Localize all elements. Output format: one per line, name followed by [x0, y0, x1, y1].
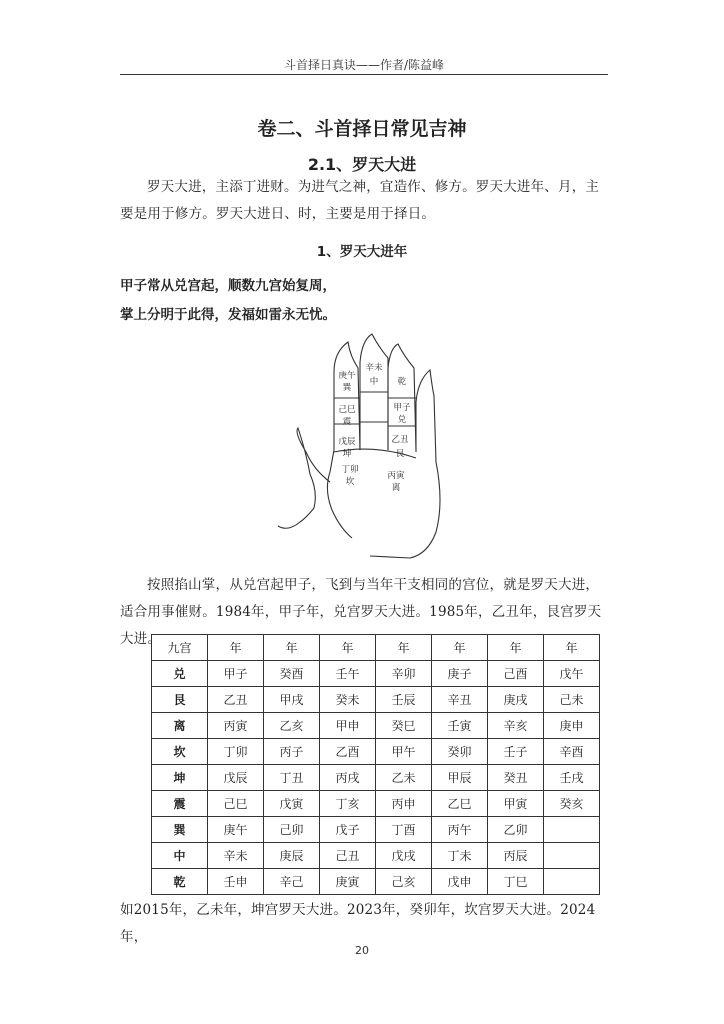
- dui-palace: 兑: [397, 415, 407, 425]
- table-header-cell: 九宫: [152, 635, 208, 661]
- year-cell: 壬申: [208, 869, 264, 895]
- table-row: [152, 739, 600, 765]
- year-cell: 癸丑: [488, 765, 544, 791]
- header-rule: [120, 74, 608, 75]
- palace-cell: 坎: [152, 739, 208, 765]
- subsection-title: 1、罗天大进年: [316, 244, 408, 260]
- year-cell: 癸未: [320, 687, 376, 713]
- year-cell: 戊子: [320, 817, 376, 843]
- year-cell: 辛卯: [376, 661, 432, 687]
- year-cell: 丁卯: [208, 739, 264, 765]
- verse-line-2: 掌上分明于此得，发福如雷永无忧。: [120, 307, 336, 323]
- year-cell: 甲辰: [432, 765, 488, 791]
- year-cell: 庚寅: [320, 869, 376, 895]
- table-row: [152, 765, 600, 791]
- palace-cell: 艮: [152, 687, 208, 713]
- year-cell: 丙寅: [208, 713, 264, 739]
- year-cell: 丙辰: [488, 843, 544, 869]
- year-cell: 己巳: [208, 791, 264, 817]
- year-cell: 乙丑: [208, 687, 264, 713]
- year-cell: 庚戌: [488, 687, 544, 713]
- luotian-table: [151, 634, 600, 895]
- palace-cell: 乾: [152, 869, 208, 895]
- zhong-ganzhi: 辛未: [365, 363, 383, 373]
- year-cell: 辛亥: [488, 713, 544, 739]
- table-row: [152, 869, 600, 895]
- table-row: [152, 661, 600, 687]
- year-cell: 癸卯: [432, 739, 488, 765]
- closing-paragraph: 如2015年，乙未年，坤宫罗天大进。2023年，癸卯年，坎宫罗天大进。2024年，: [120, 902, 596, 945]
- year-cell: 壬辰: [376, 687, 432, 713]
- hand-outline: [278, 334, 440, 558]
- palm-diagram: [270, 332, 450, 562]
- year-cell: 丙戌: [320, 765, 376, 791]
- explain-paragraph: 按照掐山掌，从兑宫起甲子，飞到与当年干支相同的宫位，就是罗天大进，适合用事催财。1984年，甲子年，兑宫罗天大进。1985年，乙丑年，艮宫罗天大进。: [120, 577, 602, 647]
- year-cell: [544, 869, 600, 895]
- year-cell: 己亥: [376, 869, 432, 895]
- table-row: [152, 791, 600, 817]
- year-cell: 甲午: [376, 739, 432, 765]
- kun-ganzhi: 戊辰: [338, 437, 356, 447]
- year-cell: 甲戌: [264, 687, 320, 713]
- gen-palace: 艮: [395, 449, 405, 459]
- year-cell: 戊午: [544, 661, 600, 687]
- li-ganzhi: 丙寅: [387, 471, 405, 481]
- year-cell: 丁未: [432, 843, 488, 869]
- xun-palace: 巽: [342, 383, 352, 393]
- palace-cell: 震: [152, 791, 208, 817]
- table-row: [152, 687, 600, 713]
- year-cell: 己酉: [488, 661, 544, 687]
- kan-palace: 坎: [345, 477, 355, 487]
- year-cell: 癸酉: [264, 661, 320, 687]
- zhen-ganzhi: 己巳: [338, 405, 356, 415]
- kan-ganzhi: 丁卯: [341, 465, 359, 475]
- year-cell: [544, 817, 600, 843]
- table-header-cell: 年: [208, 635, 264, 661]
- year-cell: 辛己: [264, 869, 320, 895]
- dui-ganzhi: 甲子: [393, 403, 411, 413]
- year-cell: 己卯: [264, 817, 320, 843]
- table-body: [152, 661, 600, 895]
- li-palace: 离: [391, 483, 401, 493]
- palace-cell: 离: [152, 713, 208, 739]
- running-header: 斗首择日真诀——作者/陈益峰: [283, 58, 445, 72]
- section-title: 2.1、罗天大进: [307, 155, 417, 174]
- year-cell: 丁酉: [376, 817, 432, 843]
- year-cell: 丙申: [376, 791, 432, 817]
- year-cell: 癸亥: [544, 791, 600, 817]
- year-cell: 丁丑: [264, 765, 320, 791]
- palace-cell: 中: [152, 843, 208, 869]
- year-cell: 丁巳: [488, 869, 544, 895]
- zhen-palace: 震: [342, 417, 352, 427]
- zhong-palace: 中: [369, 377, 379, 387]
- year-cell: 戊申: [432, 869, 488, 895]
- table-header-cell: 年: [376, 635, 432, 661]
- year-cell: 己丑: [320, 843, 376, 869]
- year-cell: 庚子: [432, 661, 488, 687]
- page-number: 20: [355, 944, 369, 957]
- table-header-row: [152, 635, 600, 661]
- year-cell: 甲申: [320, 713, 376, 739]
- intro-paragraph: 罗天大进，主添丁进财。为进气之神，宜造作、修方。罗天大进年、月，主要是用于修方。罗天大进日、时，主要是用于择日。: [120, 179, 600, 222]
- year-cell: 乙巳: [432, 791, 488, 817]
- year-cell: 乙酉: [320, 739, 376, 765]
- palace-cell: 坤: [152, 765, 208, 791]
- table-header-cell: 年: [488, 635, 544, 661]
- year-cell: 庚午: [208, 817, 264, 843]
- chapter-title: 卷二、斗首择日常见吉神: [257, 118, 467, 140]
- year-cell: 庚辰: [264, 843, 320, 869]
- year-cell: 辛丑: [432, 687, 488, 713]
- gen-ganzhi: 乙丑: [391, 435, 409, 445]
- table-header-cell: 年: [320, 635, 376, 661]
- year-cell: 壬午: [320, 661, 376, 687]
- palace-cell: 巽: [152, 817, 208, 843]
- table-row: [152, 843, 600, 869]
- year-cell: 戊寅: [264, 791, 320, 817]
- table-header-cell: 年: [264, 635, 320, 661]
- year-cell: 辛未: [208, 843, 264, 869]
- year-cell: 丙子: [264, 739, 320, 765]
- qian-palace: 乾: [397, 377, 407, 387]
- year-cell: 乙亥: [264, 713, 320, 739]
- year-cell: 丁亥: [320, 791, 376, 817]
- year-cell: 丙午: [432, 817, 488, 843]
- table-header-cell: 年: [544, 635, 600, 661]
- xun-ganzhi: 庚午: [338, 371, 356, 381]
- year-cell: 辛酉: [544, 739, 600, 765]
- year-cell: 己未: [544, 687, 600, 713]
- year-cell: 壬戌: [544, 765, 600, 791]
- year-cell: 壬子: [488, 739, 544, 765]
- year-cell: 壬寅: [432, 713, 488, 739]
- table-row: [152, 713, 600, 739]
- year-cell: 戊辰: [208, 765, 264, 791]
- table-row: [152, 817, 600, 843]
- kun-palace: 坤: [342, 449, 352, 459]
- year-cell: 戊戌: [376, 843, 432, 869]
- year-cell: 乙卯: [488, 817, 544, 843]
- verse-line-1: 甲子常从兑宫起，顺数九宫始复周，: [120, 278, 336, 294]
- year-cell: 甲寅: [488, 791, 544, 817]
- palace-cell: 兑: [152, 661, 208, 687]
- year-cell: 甲子: [208, 661, 264, 687]
- year-cell: [544, 843, 600, 869]
- year-cell: 癸巳: [376, 713, 432, 739]
- year-cell: 乙未: [376, 765, 432, 791]
- table-header-cell: 年: [432, 635, 488, 661]
- year-cell: 庚申: [544, 713, 600, 739]
